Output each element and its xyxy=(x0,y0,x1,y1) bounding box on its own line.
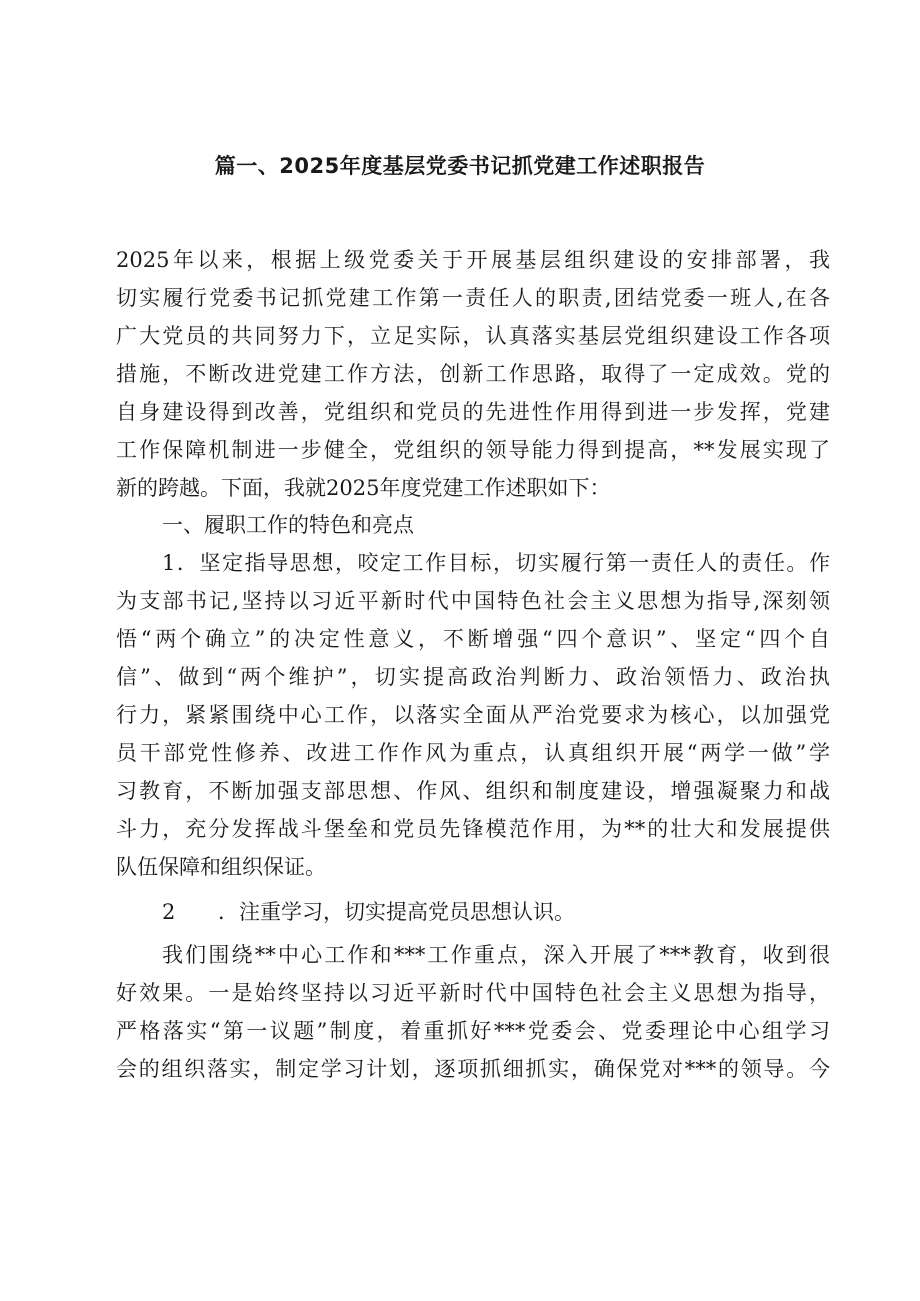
paragraph-1-line: 措施，不断改进党建工作方法，创新工作思路，取得了一定成效。党的 xyxy=(116,362,830,386)
paragraph-1-line: 工作保障机制进一步健全，党组织的领导能力得到提高，**发展实现了 xyxy=(116,438,830,462)
paragraph-2-line: 员干部党性修养、改进工作作风为重点，认真组织开展“两学一做”学 xyxy=(116,741,830,765)
paragraph-3-line: 好效果。一是始终坚持以习近平新时代中国特色社会主义思想为指导， xyxy=(116,981,830,1005)
paragraph-2-line: 行力，紧紧围绕中心工作，以落实全面从严治党要求为核心，以加强党 xyxy=(116,703,830,727)
page-title: 篇一、2025年度基层党委书记抓党建工作述职报告 xyxy=(214,154,706,178)
paragraph-3-line: 我们围绕**中心工作和***工作重点，深入开展了***教育，收到很 xyxy=(162,943,830,967)
paragraph-2-line: 1．坚定指导思想，咬定工作目标，切实履行第一责任人的责任。作 xyxy=(162,551,830,575)
paragraph-3-line: 严格落实“第一议题”制度，着重抓好***党委会、党委理论中心组学习 xyxy=(116,1019,830,1043)
paragraph-1-line: 新的跨越。下面，我就2025年度党建工作述职如下： xyxy=(116,476,611,500)
paragraph-1-line: 切实履行党委书记抓党建工作第一责任人的职责,团结党委一班人,在各 xyxy=(116,286,830,310)
paragraph-2-line: 为支部书记,坚持以习近平新时代中国特色社会主义思想为指导,深刻领 xyxy=(116,589,830,613)
paragraph-2-line: 队伍保障和组织保证。 xyxy=(116,855,326,879)
paragraph-3-line: 会的组织落实，制定学习计划，逐项抓细抓实，确保党对***的领导。今 xyxy=(116,1057,830,1081)
paragraph-1-line: 广大党员的共同努力下，立足实际，认真落实基层党组织建设工作各项 xyxy=(116,324,830,348)
paragraph-1-line: 2025年以来，根据上级党委关于开展基层组织建设的安排部署，我 xyxy=(116,248,830,272)
paragraph-1-line: 自身建设得到改善，党组织和党员的先进性作用得到进一步发挥，党建 xyxy=(116,400,830,424)
paragraph-2-line: 斗力，充分发挥战斗堡垒和党员先锋模范作用，为**的壮大和发展提供 xyxy=(116,817,830,841)
paragraph-2-line: 悟“两个确立”的决定性意义，不断增强“四个意识”、坚定“四个自 xyxy=(116,627,830,651)
item-heading: ．注重学习，切实提高党员思想认识。 xyxy=(218,900,575,924)
item-number: 2 xyxy=(162,900,176,924)
section-heading: 一、履职工作的特色和亮点 xyxy=(162,513,414,537)
paragraph-2-line: 信”、做到“两个维护”，切实提高政治判断力、政治领悟力、政治执 xyxy=(116,665,830,689)
paragraph-2-line: 习教育，不断加强支部思想、作风、组织和制度建设，增强凝聚力和战 xyxy=(116,779,830,803)
